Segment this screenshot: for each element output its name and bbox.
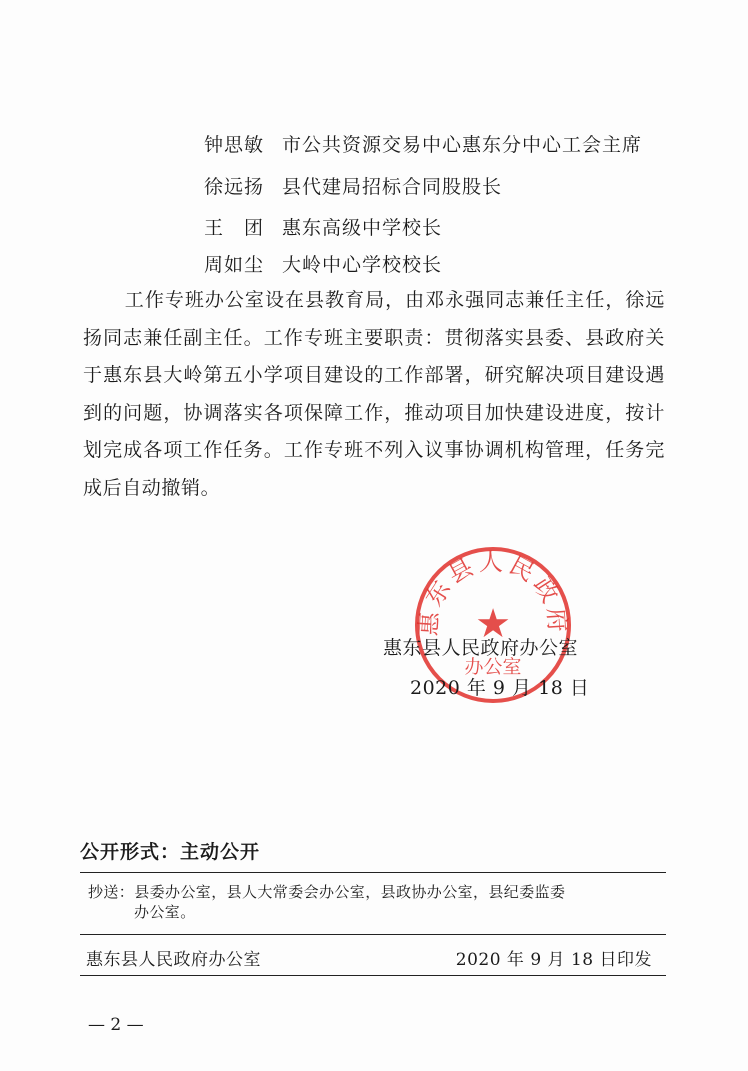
signature-date: 2020 年 9 月 18 日 xyxy=(410,677,590,699)
member-row xyxy=(204,172,502,199)
seal-star-icon: ★ xyxy=(475,601,511,647)
signature-org: 惠东县人民政府办公室 xyxy=(383,637,579,659)
member-row xyxy=(204,250,442,277)
footer-issuer: 惠东县人民政府办公室 xyxy=(86,950,261,970)
divider xyxy=(80,975,666,976)
member-name: 徐远扬 xyxy=(204,176,265,198)
publication-form: 公开形式：主动公开 xyxy=(80,841,261,863)
member-title: 市公共资源交易中心惠东分中心工会主席 xyxy=(282,134,643,156)
cc-label: 抄送： xyxy=(88,883,135,901)
cc-block xyxy=(88,882,658,922)
divider xyxy=(80,872,666,873)
divider xyxy=(80,934,666,935)
seal-inner-text: 办公室 xyxy=(464,656,522,678)
member-name: 钟思敏 xyxy=(204,134,265,156)
body-paragraph: 工作专班办公室设在县教育局，由邓永强同志兼任主任，徐远扬同志兼任副主任。工作专班主要职责：贯彻落实县委、县政府关于惠东县大岭第五小学项目建设的工作部署，研究解决项目建设遇到的问题，协调落实各项保障工作，推动项目加快建设进度，按计划完成各项工作任务。工作专班不列入议事协调机构管理，任务完成后自动撤销。 xyxy=(83,289,665,499)
member-title: 大岭中心学校校长 xyxy=(282,254,443,276)
member-name: 周如尘 xyxy=(204,254,265,276)
cc-line1: 县委办公室，县人大常委会办公室，县政协办公室，县纪委监委 xyxy=(134,883,566,901)
member-row xyxy=(204,213,442,240)
member-title: 县代建局招标合同股股长 xyxy=(282,176,503,198)
member-title: 惠东高级中学校长 xyxy=(282,217,443,239)
cc-line2: 办公室。 xyxy=(134,903,196,921)
footer-issue-date: 2020 年 9 月 18 日印发 xyxy=(455,950,652,970)
member-row xyxy=(204,130,642,157)
seal-outer-text: 惠东县人民政府 xyxy=(414,548,572,637)
page-number: — 2 — xyxy=(88,1015,144,1035)
member-name: 王 团 xyxy=(204,217,265,239)
